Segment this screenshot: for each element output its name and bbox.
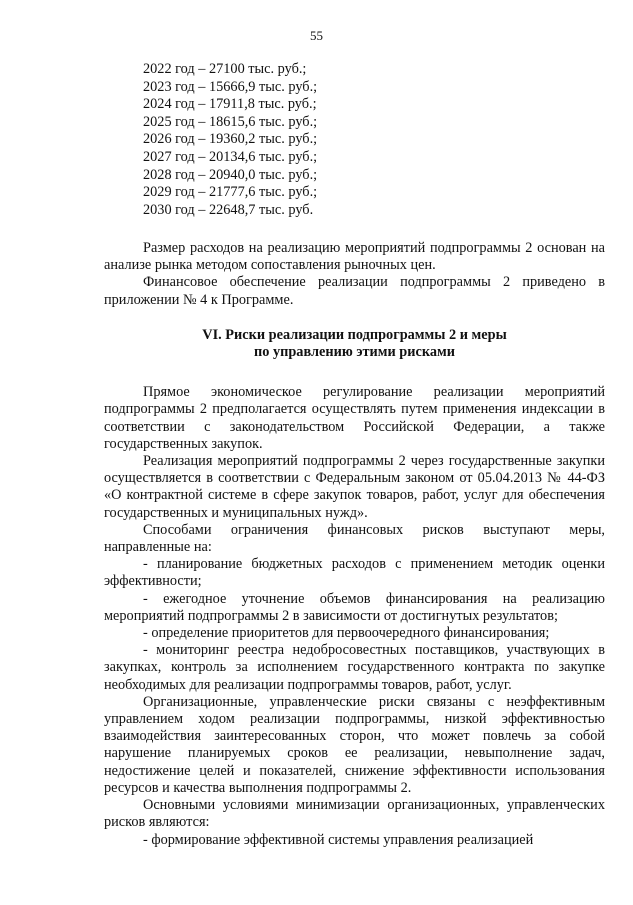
paragraph-conditions: Основными условиями минимизации организационных, управленческих рисков являются: — [104, 797, 605, 831]
document-body — [104, 240, 605, 849]
paragraph-procurement: Реализация мероприятий подпрограммы 2 через государственные закупки осуществляется в соответствии с Федеральным законом от 05.04.2013 № 44-ФЗ «О контрактной системе в сфере закупок товаров, работ, услуг для обеспечения государственных и муниципальных нужд». — [104, 453, 605, 521]
list-item-measure-3: - определение приоритетов для первоочередного финансирования; — [143, 625, 550, 642]
paragraph-org-risks: Организационные, управленческие риски связаны с неэффективным управлением ходом реализации подпрограммы, низкой эффективностью взаимодействия заинтересованных сторон, что может повлечь за собой нарушение планируемых сроков ее реализации, невыполнение задач, недостижение целей и показателей, снижение эффективности использования ресурсов и качества выполнения подпрограммы 2. — [104, 693, 605, 796]
section-heading-line-2: по управлению этими рисками — [254, 344, 455, 361]
funding-year-2030: 2030 год – 22648,7 тыс. руб. — [143, 201, 314, 218]
funding-year-2024: 2024 год – 17911,8 тыс. руб.; — [143, 96, 317, 113]
section-heading-line-1: VI. Риски реализации подпрограммы 2 и меры — [202, 326, 507, 343]
paragraph-cost-basis: Размер расходов на реализацию мероприятий подпрограммы 2 основан на анализе рынка методом сопоставления рыночных цен. — [104, 240, 605, 274]
funding-year-2023: 2023 год – 15666,9 тыс. руб.; — [143, 78, 318, 95]
paragraph-risk-methods: Способами ограничения финансовых рисков выступают меры, направленные на: — [104, 521, 605, 556]
list-item-condition-1: - формирование эффективной системы управления реализацией — [143, 831, 534, 848]
funding-year-2026: 2026 год – 19360,2 тыс. руб.; — [143, 131, 318, 148]
paragraph-financing: Финансовое обеспечение реализации подпрограммы 2 приведено в приложении № 4 к Программе. — [104, 274, 605, 308]
funding-year-2028: 2028 год – 20940,0 тыс. руб.; — [143, 166, 318, 183]
page-number: 55 — [310, 28, 323, 43]
funding-year-2027: 2027 год – 20134,6 тыс. руб.; — [143, 148, 318, 165]
funding-year-2022: 2022 год – 27100 тыс. руб.; — [143, 61, 307, 77]
section-heading — [104, 327, 605, 361]
funding-year-2025: 2025 год – 18615,6 тыс. руб.; — [143, 113, 318, 130]
funding-year-2029: 2029 год – 21777,6 тыс. руб.; — [143, 184, 318, 201]
paragraph-regulation: Прямое экономическое регулирование реализации мероприятий подпрограммы 2 предполагается осуществлять путем применения индексации в соответствии с законодательством Российской Федерации, а также государственных закупок. — [104, 384, 605, 452]
list-item-measure-4: - мониторинг реестра недобросовестных поставщиков, участвующих в закупках, контроль за исполнением государственного контракта по закупке необходимых для реализации подпрограммы товаров, работ, услуг. — [104, 642, 605, 693]
list-item-measure-2: - ежегодное уточнение объемов финансирования на реализацию мероприятий подпрограммы 2 в зависимости от достигнутых результатов; — [104, 590, 605, 624]
list-item-measure-1: - планирование бюджетных расходов с применением методик оценки эффективности; — [104, 556, 605, 590]
annual-funding-list — [143, 61, 317, 219]
